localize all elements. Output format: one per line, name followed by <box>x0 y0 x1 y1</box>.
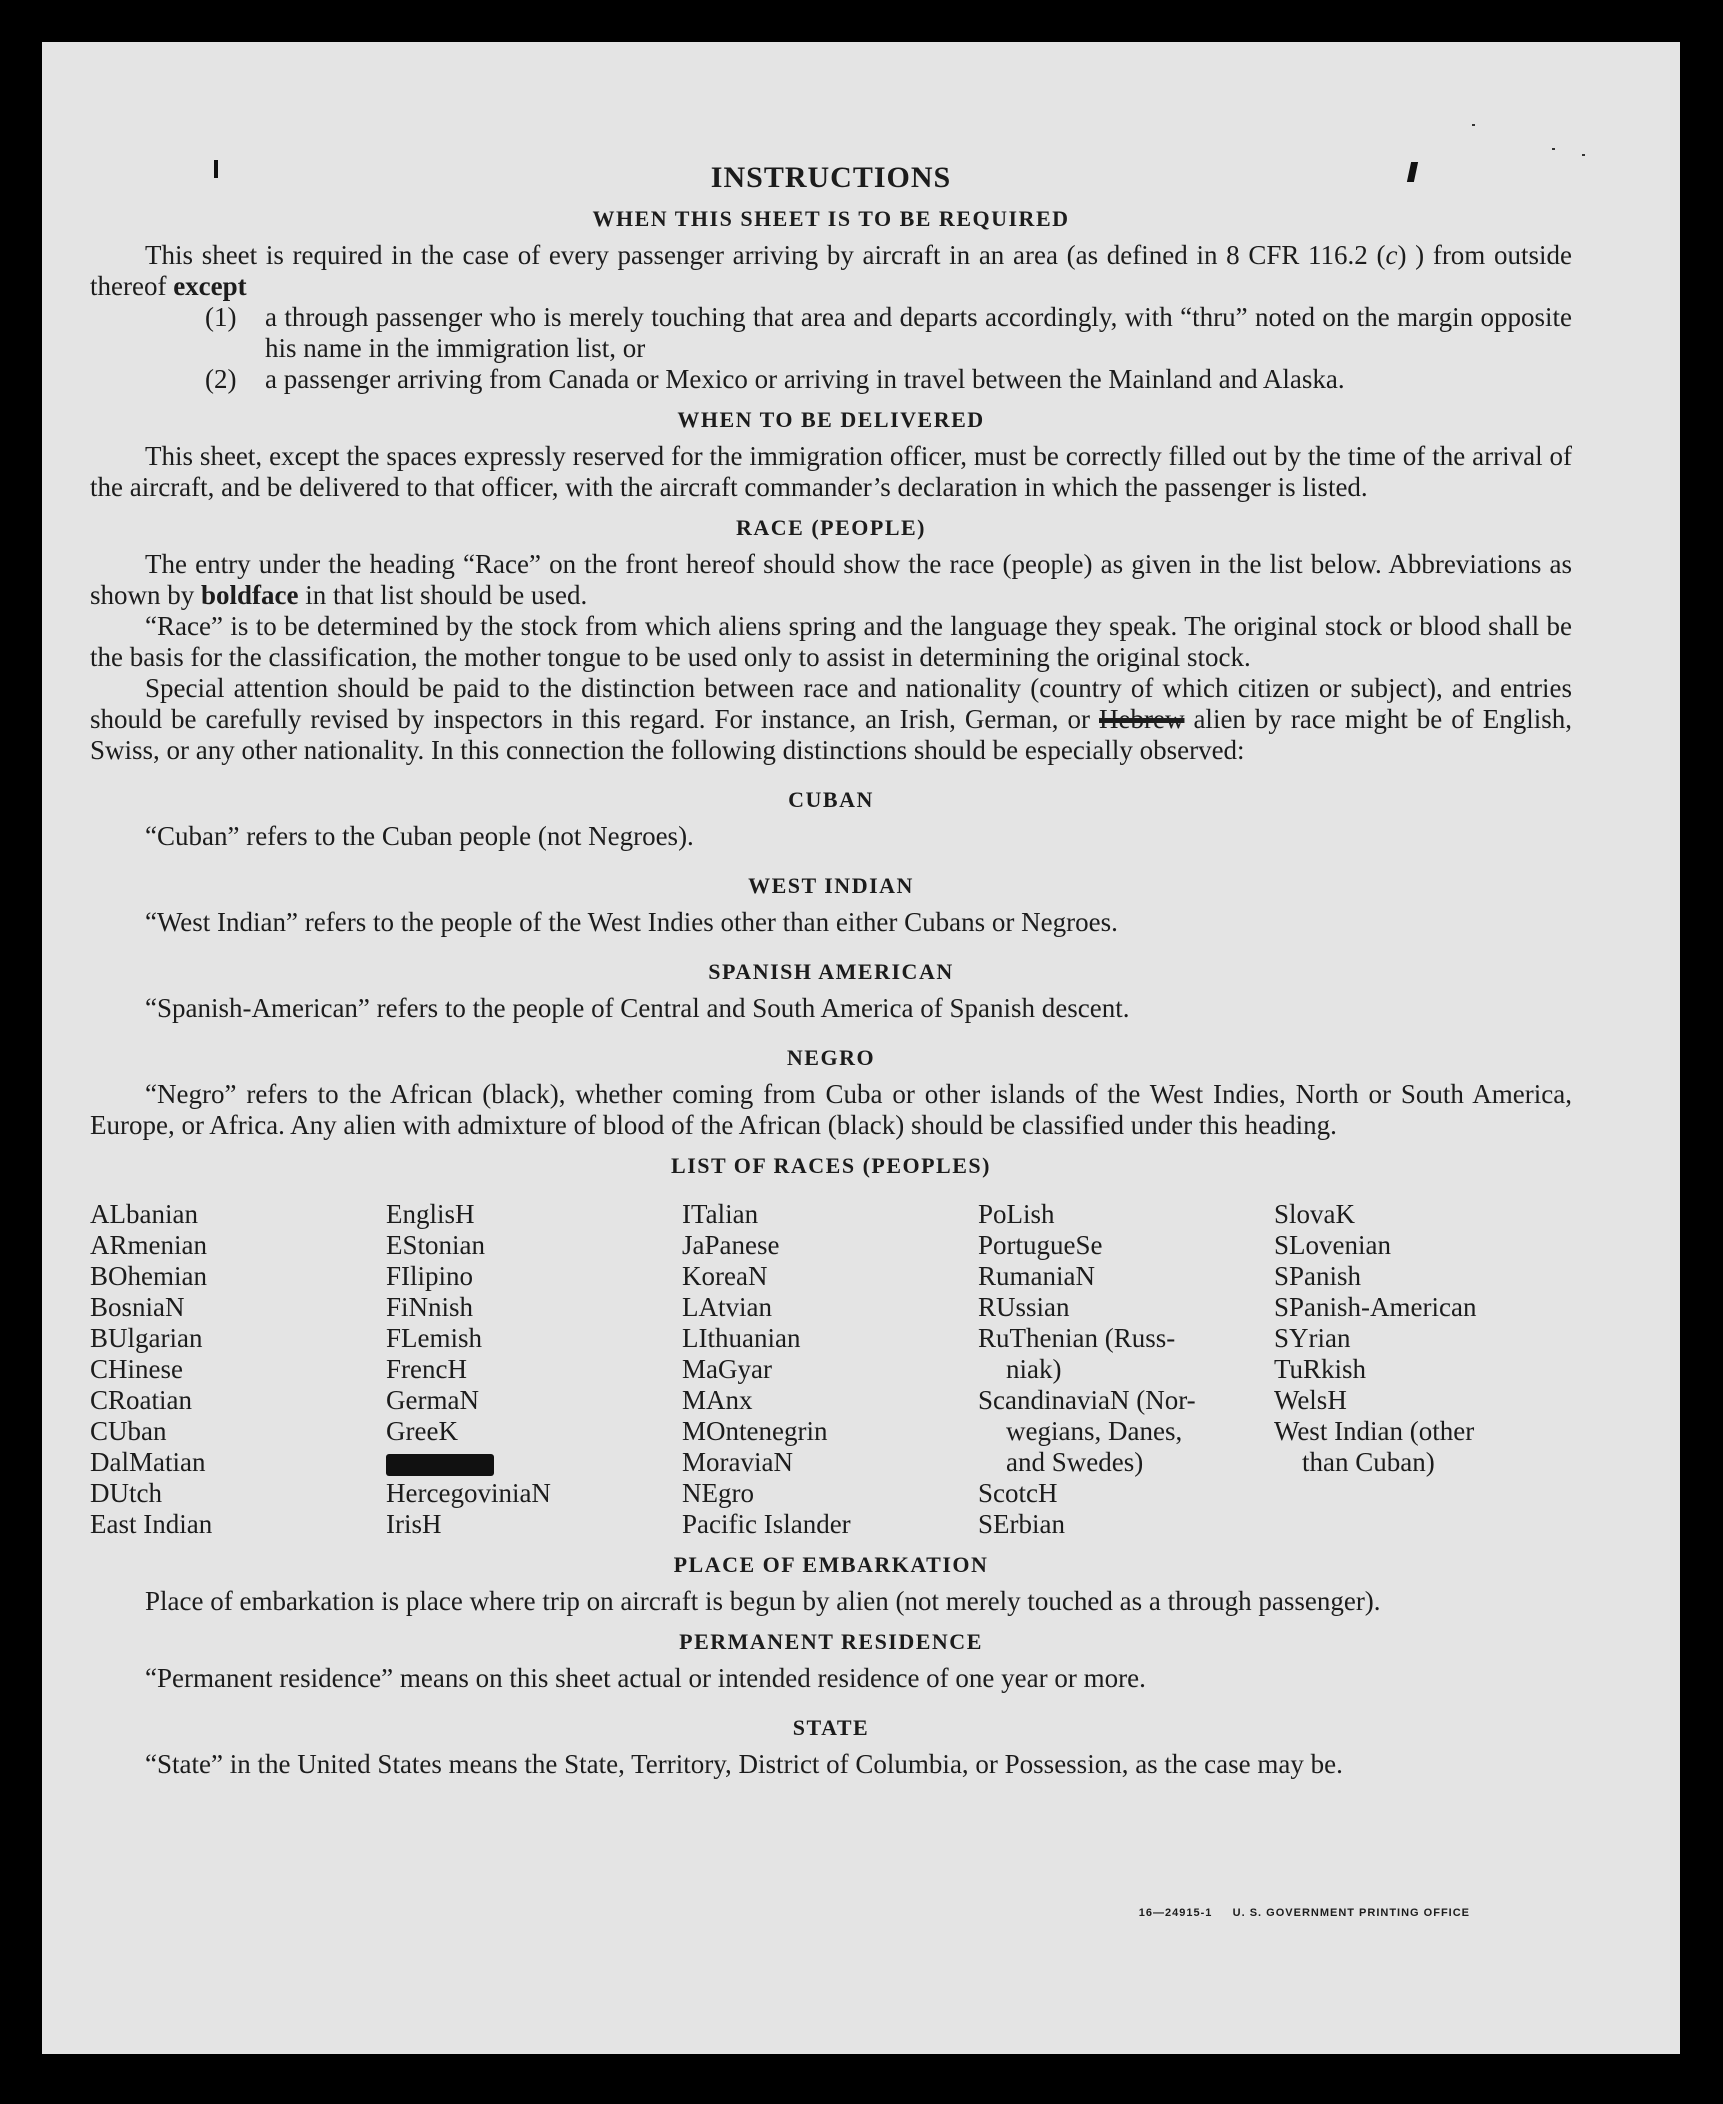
race-entry: MaGyar <box>682 1354 772 1384</box>
race-entry: HercegoviniaN <box>386 1478 551 1508</box>
heading-spanish-american: SPANISH AMERICAN <box>708 959 954 984</box>
races-column-4 <box>978 1199 1274 1540</box>
race-entry: Pacific Islander <box>682 1509 851 1539</box>
paragraph-race-3: Special attention should be paid to the distinction between race and nationality (country of which citizen or subject), and entries should be carefully revised by inspectors in this regard. For instance, an Irish, German, or Hebrew alien by race might be of English, Swiss, or any other nationality. In this connection the following distinctions should be especially observed: <box>90 673 1573 765</box>
race-entry: than Cuban) <box>1302 1447 1435 1477</box>
race-entry: JaPanese <box>682 1230 780 1260</box>
paragraph-when-required: This sheet is required in the case of every passenger arriving by aircraft in an area (as defined in 8 CFR 116.2 (c) ) from outside thereof except <box>90 240 1572 301</box>
race-entry: SPanish-American <box>1274 1292 1477 1322</box>
race-entry: CUban <box>90 1416 167 1446</box>
race-entry: ScandinaviaN (Nor- <box>978 1385 1196 1415</box>
race-entry: GermaN <box>386 1385 479 1415</box>
heading-negro: NEGRO <box>786 1045 876 1070</box>
struck-word: Hebrew <box>1099 704 1185 734</box>
race-entry: ARmenian <box>90 1230 207 1260</box>
race-entry: DUtch <box>90 1478 162 1508</box>
heading-list-of-races: LIST OF RACES (PEOPLES) <box>671 1153 991 1178</box>
race-entry: KoreaN <box>682 1261 768 1291</box>
paragraph-permanent-residence: “Permanent residence” means on this sheet actual or intended residence of one year or more. <box>145 1663 1146 1693</box>
race-entry: CRoatian <box>90 1385 192 1415</box>
paragraph-west-indian: “West Indian” refers to the people of the West Indies other than either Cubans or Negroes. <box>145 907 1118 937</box>
races-column-2 <box>386 1199 682 1540</box>
document-sheet <box>42 42 1680 2054</box>
heading-permanent-residence: PERMANENT RESIDENCE <box>679 1629 983 1654</box>
printer-name: U. S. GOVERNMENT PRINTING OFFICE <box>1232 1907 1470 1919</box>
race-entry: EStonian <box>386 1230 485 1260</box>
race-entry: PoLish <box>978 1199 1055 1229</box>
race-entry: MOntenegrin <box>682 1416 828 1446</box>
race-entry: LIthuanian <box>682 1323 801 1353</box>
race-entry: FLemish <box>386 1323 483 1353</box>
paragraph-spanish-american: “Spanish-American” refers to the people of Central and South America of Spanish descent. <box>145 993 1130 1023</box>
scan-speck <box>1472 124 1475 126</box>
races-column-3 <box>682 1199 978 1540</box>
races-list <box>90 1199 1572 1540</box>
race-entry: West Indian (other <box>1274 1416 1475 1446</box>
race-entry: wegians, Danes, <box>1006 1416 1183 1446</box>
heading-west-indian: WEST INDIAN <box>748 873 914 898</box>
paragraph-race-1: The entry under the heading “Race” on the front hereof should show the race (people) as given in the list below. Abbreviations as shown by boldface in that list should be used. <box>90 549 1572 610</box>
race-entry: NEgro <box>682 1478 754 1508</box>
race-entry: ScotcH <box>978 1478 1058 1508</box>
race-entry: IrisH <box>386 1509 442 1539</box>
heading-race: RACE (PEOPLE) <box>736 515 926 540</box>
race-entry: DalMatian <box>90 1447 206 1477</box>
race-entry: East Indian <box>90 1509 213 1539</box>
heading-cuban: CUBAN <box>788 787 874 812</box>
race-entry: SlovaK <box>1274 1199 1355 1229</box>
page-title: INSTRUCTIONS <box>710 161 952 194</box>
race-entry: TuRkish <box>1274 1354 1367 1384</box>
paragraph-negro: “Negro” refers to the African (black), whether coming from Cuba or other islands of the West Indies, North or South America, Europe, or Africa. Any alien with admixture of blood of the African (black) should be classified under this heading. <box>90 1079 1572 1140</box>
races-column-1 <box>90 1199 386 1540</box>
scan-speck <box>1582 154 1585 156</box>
race-entry: FrencH <box>386 1354 467 1384</box>
race-entry: RuThenian (Russ- <box>978 1323 1176 1353</box>
race-entry: SLovenian <box>1274 1230 1391 1260</box>
race-entry: SYrian <box>1274 1323 1351 1353</box>
footer-imprint <box>1139 1907 1470 1919</box>
races-column-5 <box>1274 1199 1572 1540</box>
race-entry: PortugueSe <box>978 1230 1103 1260</box>
redaction-mark <box>386 1454 494 1476</box>
race-entry: FiNnish <box>386 1292 474 1322</box>
race-entry: BosniaN <box>90 1292 185 1322</box>
list-item: (2) a passenger arriving from Canada or Mexico or arriving in travel between the Mainland and Alaska. <box>205 364 1345 394</box>
paragraph-state: “State” in the United States means the State, Territory, District of Columbia, or Possession, as the case may be. <box>145 1749 1343 1779</box>
race-entry: BUlgarian <box>90 1323 203 1353</box>
list-item: (1) a through passenger who is merely touching that area and departs accordingly, with “thru” noted on the margin opposite his name in the immigration list, or <box>205 302 1572 363</box>
race-entry: GreeK <box>386 1416 458 1446</box>
heading-embarkation: PLACE OF EMBARKATION <box>673 1552 989 1577</box>
heading-when-required: WHEN THIS SHEET IS TO BE REQUIRED <box>592 206 1070 231</box>
race-entry: niak) <box>1006 1354 1062 1384</box>
race-entry: LAtvian <box>682 1292 772 1322</box>
race-entry: EnglisH <box>386 1199 475 1229</box>
paragraph-cuban: “Cuban” refers to the Cuban people (not Negroes). <box>145 821 694 851</box>
race-entry: ALbanian <box>90 1199 198 1229</box>
race-entry-redacted <box>386 1447 682 1478</box>
race-entry: ITalian <box>682 1199 759 1229</box>
form-number: 16—24915-1 <box>1138 1907 1213 1919</box>
race-entry: MAnx <box>682 1385 753 1415</box>
paragraph-when-delivered: This sheet, except the spaces expressly reserved for the immigration officer, must be correctly filled out by the time of the arrival of the aircraft, and be delivered to that officer, with the aircraft commander’s declaration in which the passenger is listed. <box>90 441 1572 502</box>
scan-speck <box>1552 148 1555 150</box>
paragraph-embarkation: Place of embarkation is place where trip on aircraft is begun by alien (not merely touched as a through passenger). <box>145 1586 1381 1616</box>
race-entry: RUssian <box>978 1292 1070 1322</box>
race-entry: CHinese <box>90 1354 183 1384</box>
race-entry: RumaniaN <box>978 1261 1095 1291</box>
race-entry: FIlipino <box>386 1261 474 1291</box>
document-body <box>90 162 1572 1780</box>
heading-state: STATE <box>792 1715 870 1740</box>
heading-when-delivered: WHEN TO BE DELIVERED <box>677 407 985 432</box>
race-entry: SErbian <box>978 1509 1065 1539</box>
race-entry: and Swedes) <box>1006 1447 1144 1477</box>
race-entry: WelsH <box>1274 1385 1347 1415</box>
race-entry: MoraviaN <box>682 1447 793 1477</box>
race-entry: BOhemian <box>90 1261 207 1291</box>
paragraph-race-2: “Race” is to be determined by the stock from which aliens spring and the language they speak. The original stock or blood shall be the basis for the classification, the mother tongue to be used only to assist in determining the original stock. <box>90 611 1572 672</box>
race-entry: SPanish <box>1274 1261 1362 1291</box>
